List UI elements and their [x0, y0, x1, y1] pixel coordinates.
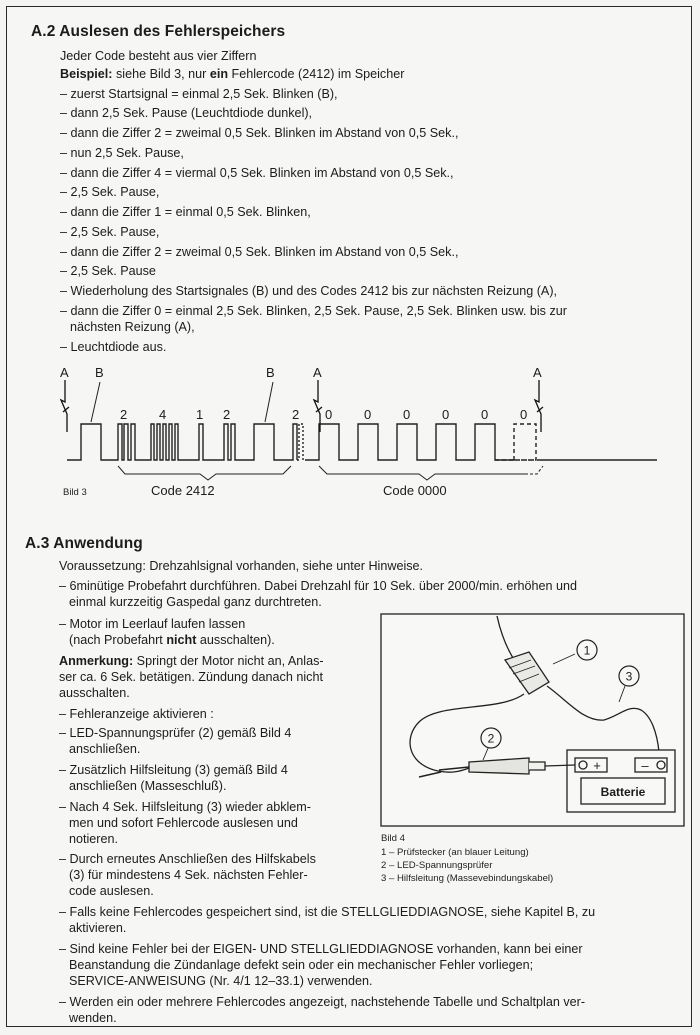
brace-code-0000: [319, 466, 525, 480]
digit-0-6: 0: [520, 407, 528, 422]
label-b-right: B: [266, 365, 275, 380]
step-line: – Nach 4 Sek. Hilfsleitung (3) wieder abklem-: [59, 800, 311, 814]
probe-line-1: – 6minütige Probefahrt durchführen. Dabei Drehzahl für 10 Sek. über 2000/min. erhöhen und: [59, 579, 578, 593]
step-line: code auslesen.: [69, 884, 154, 898]
example-line: [60, 65, 404, 83]
digit-0-4: 0: [442, 407, 450, 422]
motor-text-bold: nicht: [166, 633, 197, 647]
legend-item-2: 2 – LED-Spannungsprüfer: [381, 860, 493, 871]
motor-line-1: – Motor im Leerlauf laufen lassen: [59, 617, 246, 631]
step-line: (3) für mindestens 4 Sek. nächsten Fehler-: [69, 868, 308, 882]
text-line: – dann die Ziffer 2 = zweimal 0,5 Sek. Blinken im Abstand von 0,5 Sek.,: [60, 126, 459, 140]
heading-a2: A.2 Auslesen des Fehlerspeichers: [31, 23, 286, 40]
digit-2-second: 2: [223, 407, 231, 422]
battery-label: Batterie: [600, 785, 646, 799]
battery-plus-sign: +: [593, 758, 601, 773]
example-bold: ein: [209, 67, 229, 81]
text-line: – dann die Ziffer 1 = einmal 0,5 Sek. Blinken,: [60, 205, 311, 219]
battery-box: [567, 750, 675, 812]
label-b-left: B: [95, 365, 104, 380]
step-line: notieren.: [69, 832, 119, 846]
anmerkung-text-1: Springt der Motor nicht an, Anlas-: [133, 654, 324, 668]
callout-2: 2: [487, 731, 495, 746]
bild3-caption: Bild 3: [63, 487, 87, 498]
digit-2-first: 2: [120, 407, 128, 422]
callout-1: 1: [583, 643, 591, 658]
example-label: Beispiel:: [60, 67, 113, 81]
bild4-caption: Bild 4: [381, 833, 405, 844]
text-line: – dann die Ziffer 0 = einmal 2,5 Sek. Blinken, 2,5 Sek. Pause, 2,5 Sek. Blinken usw. bis zur: [60, 304, 567, 318]
callout-3: 3: [625, 669, 633, 684]
label-a-right: A: [533, 365, 542, 380]
text-line: – 2,5 Sek. Pause,: [60, 225, 160, 239]
digit-4: 4: [159, 407, 167, 422]
code-2412-label: Code 2412: [151, 483, 215, 498]
probe-line-2: einmal kurzzeitig Gaspedal ganz durchtreten.: [69, 595, 322, 609]
tail-line: wenden.: [69, 1011, 117, 1025]
label-a-mid: A: [313, 365, 322, 380]
label-a-left: A: [60, 365, 69, 380]
text-line: – 2,5 Sek. Pause,: [60, 185, 160, 199]
text-line: – dann die Ziffer 4 = viermal 0,5 Sek. Blinken im Abstand von 0,5 Sek.,: [60, 166, 454, 180]
pointer-b-left: [91, 382, 100, 422]
anmerkung-line-3: ausschalten.: [59, 686, 130, 700]
motor-line-2: [69, 631, 275, 649]
step-line: – Fehleranzeige aktivieren :: [59, 707, 214, 721]
motor-text-c: ausschalten).: [196, 633, 275, 647]
text-line: – dann die Ziffer 2 = zweimal 0,5 Sek. Blinken im Abstand von 0,5 Sek.,: [60, 245, 459, 259]
example-post: Fehlercode (2412) im Speicher: [228, 67, 405, 81]
step-line: – Zusätzlich Hilfsleitung (3) gemäß Bild 4: [59, 763, 288, 777]
battery-minus-sign: –: [641, 758, 649, 773]
text-line: – nun 2,5 Sek. Pause,: [60, 146, 184, 160]
waveform-dashed-end: [495, 424, 537, 460]
tail-line: aktivieren.: [69, 921, 127, 935]
step-line: anschließen.: [69, 742, 141, 756]
brace-code-2412: [118, 466, 291, 480]
text-line: nächsten Reizung (A),: [70, 320, 195, 334]
tail-line: – Werden ein oder mehrere Fehlercodes angezeigt, nachstehende Tabelle und Schaltplan ver-: [59, 995, 586, 1009]
digit-1: 1: [196, 407, 204, 422]
step-line: anschließen (Masseschluß).: [69, 779, 227, 793]
digit-0-2: 0: [364, 407, 372, 422]
tail-line: – Falls keine Fehlercodes gespeichert sind, ist die STELLGLIEDDIAGNOSE, siehe Kapitel B, zu: [59, 905, 596, 919]
waveform-code-2412: [67, 424, 297, 460]
voraussetzung-line: [59, 557, 423, 575]
heading-a3: A.3 Anwendung: [25, 535, 143, 552]
tail-line: SERVICE-ANWEISUNG (Nr. 4/1 12–33.1) verwenden.: [69, 974, 373, 988]
digit-0-1: 0: [325, 407, 333, 422]
step-line: men und sofort Fehlercode auslesen und: [69, 816, 298, 830]
digit-2-third: 2: [292, 407, 300, 422]
text-line: – 2,5 Sek. Pause: [60, 264, 156, 278]
step-line: – Durch erneutes Anschließen des Hilfskabels: [59, 852, 316, 866]
brace-code-0000-dashed: [525, 466, 543, 474]
pointer-b-right: [265, 382, 273, 422]
waveform-dashed-2: [297, 424, 307, 460]
step-line: – LED-Spannungsprüfer (2) gemäß Bild 4: [59, 726, 292, 740]
digit-0-5: 0: [481, 407, 489, 422]
voraussetzung-label: Voraussetzung: [59, 559, 143, 573]
lightning-a-left: [61, 380, 69, 432]
text-line: – Leuchtdiode aus.: [60, 340, 167, 354]
digit-0-3: 0: [403, 407, 411, 422]
text-line: – dann 2,5 Sek. Pause (Leuchtdiode dunkel),: [60, 106, 313, 120]
legend-item-3: 3 – Hilfsleitung (Massevebindungskabel): [381, 873, 554, 884]
anmerkung-line-2: ser ca. 6 Sek. betätigen. Zündung danach nicht: [59, 670, 323, 684]
bild4-figure: [379, 612, 687, 830]
text-line: – zuerst Startsignal = einmal 2,5 Sek. Blinken (B),: [60, 87, 338, 101]
waveform-code-0000: [307, 424, 514, 460]
manual-page: [6, 6, 692, 1027]
text-line: – Wiederholung des Startsignales (B) und des Codes 2412 bis zur nächsten Reizung (A),: [60, 284, 558, 298]
blink-code-diagram: [7, 352, 693, 507]
tail-line: Beanstandung die Zündanlage defekt sein oder ein mechanischer Fehler vorliegen;: [69, 958, 534, 972]
example-pre: siehe Bild 3, nur: [112, 67, 210, 81]
text-line: Jeder Code besteht aus vier Ziffern: [60, 49, 257, 63]
voraussetzung-text: : Drehzahlsignal vorhanden, siehe unter Hinweise.: [142, 559, 424, 573]
legend-item-1: 1 – Prüfstecker (an blauer Leitung): [381, 847, 529, 858]
tail-line: – Sind keine Fehler bei der EIGEN- UND STELLGLIEDDIAGNOSE vorhanden, kann bei einer: [59, 942, 583, 956]
code-0000-label: Code 0000: [383, 483, 447, 498]
motor-text-a: (nach Probefahrt: [69, 633, 167, 647]
anmerkung-label: Anmerkung:: [59, 654, 134, 668]
